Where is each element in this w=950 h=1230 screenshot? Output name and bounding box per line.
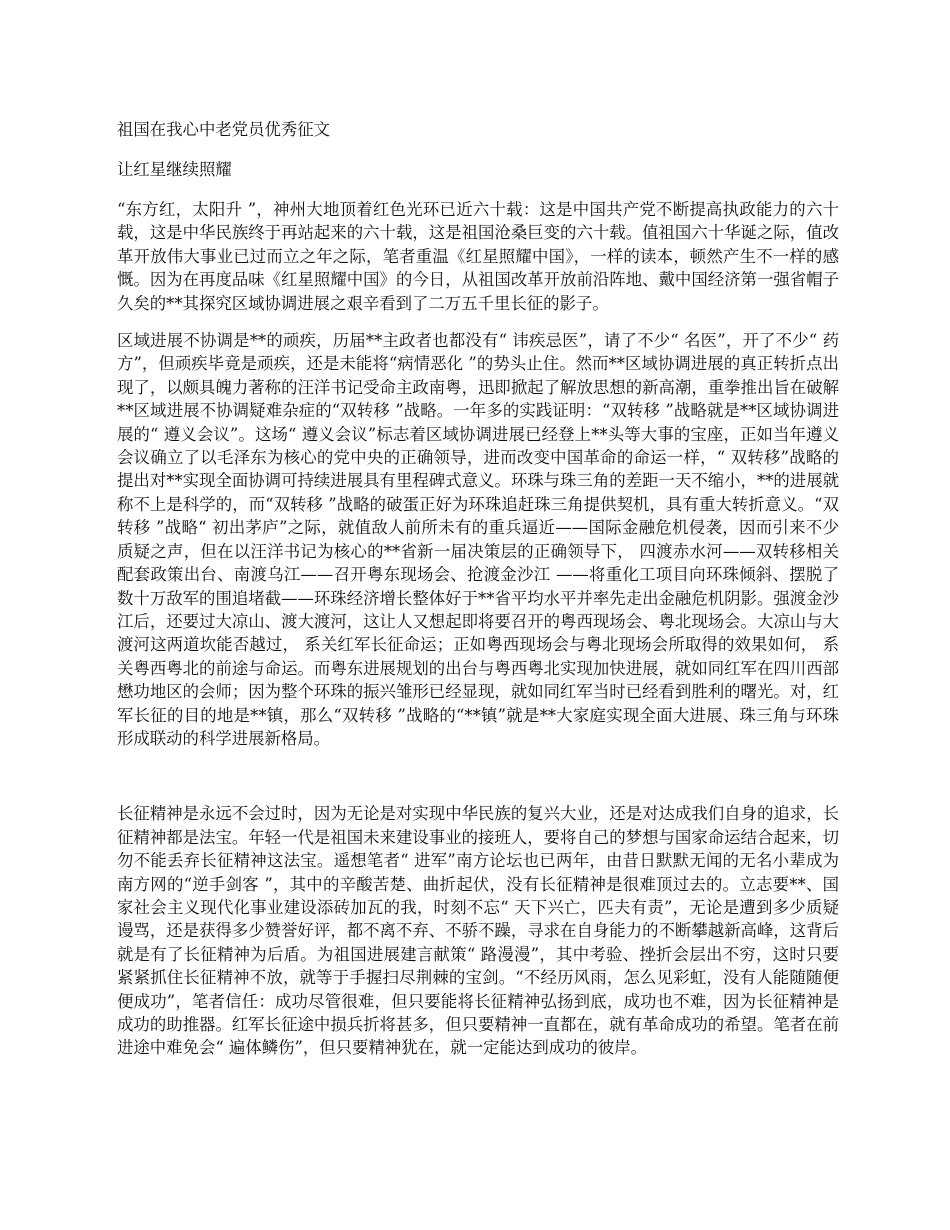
document-page [117, 118, 839, 1074]
document-subtitle: 让红星继续照耀 [117, 160, 232, 179]
paragraph-regional-development: 区域进展不协调是**的顽疾，历届**主政者也都没有“ 讳疾忌医”，请了不少“ 名医”，开了不少“ 药方”，但顽疾毕竟是顽疾，还是未能将“病情恶化 ”的势头止住。然而**区域协调进展的真正转折点出现了，以颇具魄力著称的汪洋书记受命主政南粤，迅即掀起了解放思想的新高潮，重拳推出旨在破解**区域进展不协调疑难杂症的“双转移 ”战略。一年多的实践证明：“双转移 ”战略就是**区域协调进展的“ 遵义会议”。这场“ 遵义会议”标志着区域协调进展已经登上**头等大事的宝座，正如当年遵义会议确立了以毛泽东为核心的党中央的正确领导，进而改变中国革命的命运一样，“ 双转移”战略的提出对**实现全面协调可持续进展具有里程碑式意义。环珠与珠三角的差距一天不缩小，**的进展就称不上是科学的，而“双转移 ”战略的破蛋正好为环珠追赶珠三角提供契机，具有重大转折意义。“双转移 ”战略“ 初出茅庐”之际，就值敌人前所未有的重兵逼近——国际金融危机侵袭，因而引来不少质疑之声，但在以汪洋书记为核心的**省新一届决策层的正确领导下， 四渡赤水河——双转移相关配套政策出台、南渡乌江——召开粤东现场会、抢渡金沙江 ——将重化工项目向环珠倾斜、摆脱了数十万敌军的围追堵截——环珠经济增长整体好于**省平均水平并率先走出金融危机阴影。强渡金沙江后，还要过大凉山、渡大渡河，这让人又想起即将要召开的粤西现场会、粤北现场会。大凉山与大渡河这两道坎能否越过， 系关红军长征命运；正如粤西现场会与粤北现场会所取得的效果如何， 系关粤西粤北的前途与命运。而粤东进展规划的出台与粤西粤北实现加快进展，就如同红军在四川西部懋功地区的会师；因为整个环珠的振兴雏形已经显现，就如同红军当时已经看到胜利的曙光。对，红军长征的目的地是**镇，那么“双转移 ”战略的“**镇”就是**大家庭实现全面大进展、珠三角与环珠形成联动的科学进展新格局。 [117, 331, 839, 748]
paragraph-intro: “东方红，太阳升 ”，神州大地顶着红色光环已近六十载：这是中国共产党不断提高执政能力的六十载，这是中华民族终于再站起来的六十载，这是祖国沧桑巨变的六十载。值祖国六十华诞之际，值改革开放伟大事业已过而立之年之际，笔者重温《红星照耀中国》，一样的读本，顿然产生不一样的感慨。因为在再度品味《红星照耀中国》的今日，从祖国改革开放前沿阵地、戴中国经济第一强省帽子久矣的**其探究区域协调进展之艰辛看到了二万五千里长征的影子。 [117, 200, 839, 313]
document-title: 祖国在我心中老党员优秀征文 [117, 120, 331, 139]
paragraph-long-march-spirit: 长征精神是永远不会过时，因为无论是对实现中华民族的复兴大业，还是对达成我们自身的追求，长征精神都是法宝。年轻一代是祖国未来建设事业的接班人，要将自己的梦想与国家命运结合起来，切勿不能丢弃长征精神这法宝。遥想笔者“ 进军”南方论坛也已两年，由昔日默默无闻的无名小辈成为南方网的“逆手剑客 ”，其中的辛酸苦楚、曲折起伏，没有长征精神是很难顶过去的。立志要**、国家社会主义现代化事业建设添砖加瓦的我，时刻不忘“ 天下兴亡，匹夫有责”，无论是遭到多少质疑谩骂，还是获得多少赞誉好评，都不离不弃、不骄不躁，寻求在自身能力的不断攀越新高峰，这背后就是有了长征精神为后盾。为祖国进展建言献策“ 路漫漫”，其中考验、挫折会层出不穷，这时只要紧紧抓住长征精神不放，就等于手握扫尽荆棘的宝剑。“不经历风雨，怎么见彩虹，没有人能随随便便成功”，笔者信任：成功尽管很难，但只要能将长征精神弘扬到底，成功也不难，因为长征精神是成功的助推器。红军长征途中损兵折将甚多，但只要精神一直都在，就有革命成功的希望。笔者在前进途中难免会“ 遍体鳞伤”，但只要精神犹在，就一定能达到成功的彼岸。 [117, 804, 839, 1058]
